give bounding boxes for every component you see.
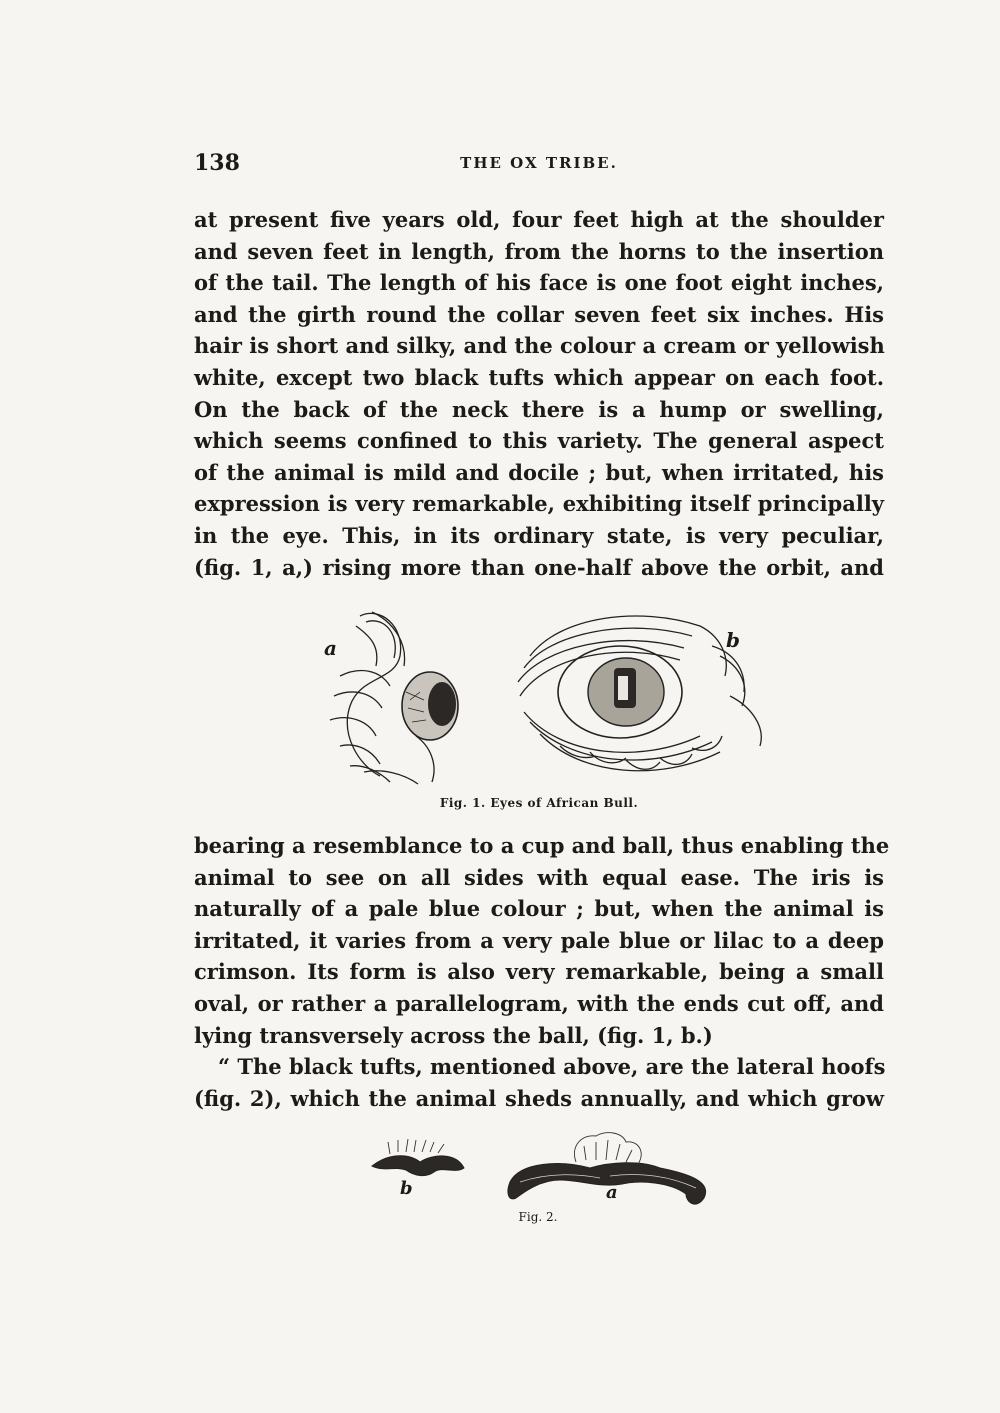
- text-line: “ The black tufts, mentioned above, are the lateral hoofs: [218, 1054, 886, 1080]
- text-line: crimson. Its form is also very remarkable, being a small: [194, 959, 884, 985]
- figure-1-label-b: b: [726, 628, 740, 652]
- running-head: [194, 150, 884, 190]
- paragraph-2: [194, 830, 890, 1114]
- figure-2-label-b: b: [400, 1178, 413, 1199]
- text-line: and the girth round the collar seven feet six inches. His: [194, 301, 884, 327]
- running-title: THE OX TRIBE.: [460, 154, 618, 172]
- text-line: of the tail. The length of his face is one foot eight inches,: [194, 270, 884, 296]
- figure-1-caption: Fig. 1. Eyes of African Bull.: [439, 796, 639, 810]
- text-line: hair is short and silky, and the colour a cream or yellowish: [194, 333, 885, 359]
- text-line: On the back of the neck there is a hump or swelling,: [194, 396, 884, 422]
- text-line: bearing a resemblance to a cup and ball, thus enabling the: [194, 833, 890, 858]
- figure-2-caption: Fig. 2.: [518, 1210, 558, 1224]
- text-line: lying transversely across the ball, (fig. 1, b.): [194, 1022, 713, 1048]
- text-line: oval, or rather a parallelogram, with the ends cut off, and: [194, 990, 884, 1016]
- figure-2-label-a: a: [606, 1182, 618, 1203]
- text-line: irritated, it varies from a very pale blue or lilac to a deep: [194, 927, 884, 953]
- text-line: and seven feet in length, from the horns to the insertion: [194, 238, 884, 264]
- text-line: of the animal is mild and docile ; but, when irritated, his: [194, 459, 884, 485]
- page-number: 138: [194, 150, 240, 176]
- text-line: animal to see on all sides with equal ease. The iris is: [194, 864, 884, 890]
- figure-1-label-a: a: [324, 636, 337, 660]
- text-line: (fig. 1, a,) rising more than one-half above the orbit, and: [194, 554, 884, 580]
- text-line: at present five years old, four feet high at the shoulder: [194, 207, 884, 232]
- text-line: which seems confined to this variety. The general aspect: [194, 428, 884, 454]
- eye-engraving: [320, 596, 780, 792]
- text-line: naturally of a pale blue colour ; but, when the animal is: [194, 896, 884, 922]
- paragraph-1: [194, 204, 884, 583]
- figure-2-hoofs-illustration: [360, 1122, 720, 1214]
- text-line: (fig. 2), which the animal sheds annually, and which grow: [194, 1085, 884, 1111]
- text-line: white, except two black tufts which appear on each foot.: [194, 364, 884, 390]
- figure-1-eyes-illustration: [320, 596, 780, 792]
- hoof-engraving: [360, 1122, 720, 1214]
- text-line: in the eye. This, in its ordinary state, is very peculiar,: [194, 522, 884, 548]
- text-line: expression is very remarkable, exhibiting itself principally: [194, 491, 884, 517]
